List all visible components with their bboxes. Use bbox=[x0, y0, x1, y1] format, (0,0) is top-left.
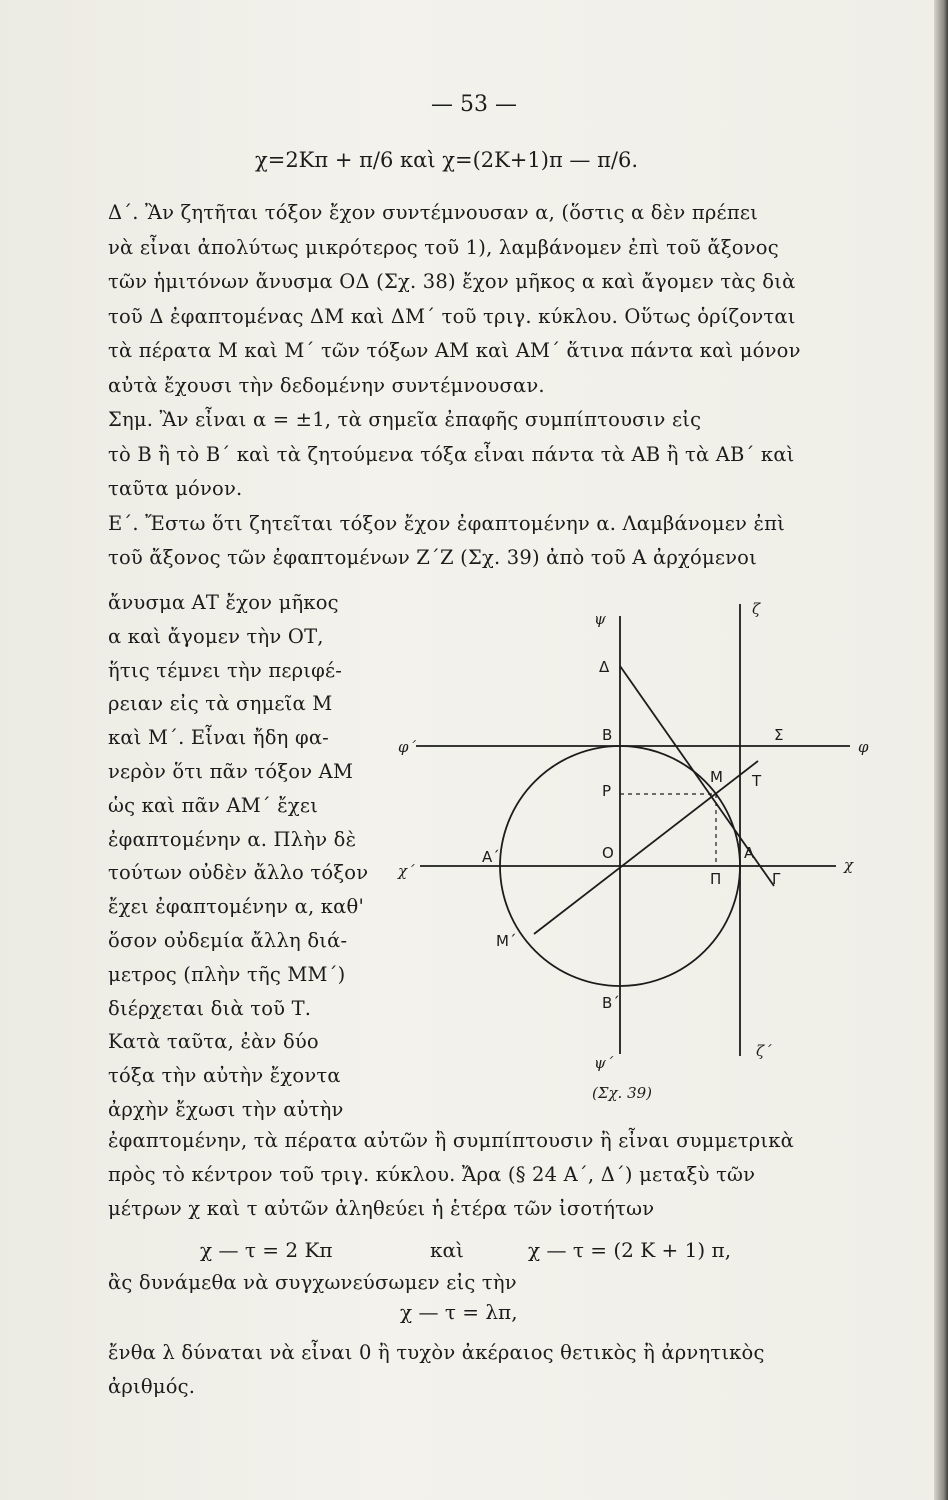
label-Pi: Π bbox=[710, 870, 722, 888]
equation-c: χ — τ = λπ, bbox=[400, 1300, 518, 1324]
side-text-line-10: ἔχει ἐφαπτομένην α, καθ' bbox=[108, 895, 365, 919]
side-text-line-7: ὡς καὶ πᾶν ΑΜ΄ ἔχει bbox=[108, 793, 319, 817]
label-zeta-prime: ζ΄ bbox=[756, 1042, 772, 1060]
label-T: Τ bbox=[752, 772, 762, 790]
text-line-7: Σημ. Ἂν εἶναι α = ±1, τὰ σημεῖα ἐπαφῆς συμπίπτουσιν εἰς bbox=[108, 408, 702, 431]
text-line-8: τὸ Β ἢ τὸ Β΄ καὶ τὰ ζητούμενα τόξα εἶναι πάντα τὰ ΑΒ ἢ τὰ ΑΒ΄ καὶ bbox=[108, 442, 795, 466]
label-delta: Δ bbox=[599, 658, 610, 676]
label-psi: ψ bbox=[594, 610, 606, 628]
equation-conjunction: καὶ bbox=[430, 1238, 464, 1262]
text-line-11: τοῦ ἄξονος τῶν ἐφαπτομένων Ζ΄Ζ (Σχ. 39) ἀπὸ τοῦ Α ἀρχόμενοι bbox=[108, 546, 757, 569]
side-text-line-12: μετρος (πλὴν τῆς ΜΜ΄) bbox=[108, 962, 346, 986]
text-line-4: τοῦ Δ ἐφαπτομένας ΔΜ καὶ ΔΜ΄ τοῦ τριγ. κύκλου. Οὕτως ὁρίζονται bbox=[108, 304, 796, 328]
label-sigma: Σ bbox=[774, 726, 784, 744]
label-B: Β bbox=[602, 726, 613, 744]
label-M: Μ bbox=[710, 768, 723, 786]
equation-b: χ — τ = (2 Κ + 1) π, bbox=[528, 1238, 732, 1262]
side-text-line-5: καὶ Μ΄. Εἶναι ἤδη φα- bbox=[108, 726, 329, 750]
side-text-line-11: ὅσον οὐδεμία ἄλλη διά- bbox=[108, 929, 348, 952]
final-line-1: ἔνθα λ δύναται νὰ εἶναι 0 ἢ τυχὸν ἀκέραιος θετικὸς ἢ ἀρνητικὸς bbox=[108, 1341, 765, 1364]
label-O: Ο bbox=[602, 844, 614, 862]
side-text-line-6: νερὸν ὅτι πᾶν τόξον ΑΜ bbox=[108, 760, 354, 783]
text-line-2: νὰ εἶναι ἀπολύτως μικρότερος τοῦ 1), λαμβάνομεν ἐπὶ τοῦ ἄξονος bbox=[108, 235, 779, 259]
top-formula: χ=2Κπ + π/6 καὶ χ=(2Κ+1)π — π/6. bbox=[255, 148, 639, 172]
label-P: Ρ bbox=[602, 782, 612, 800]
text-line-1: Δ΄. Ἂν ζητῆται τόξον ἔχον συντέμνουσαν α, (ὅστις α δὲν πρέπει bbox=[108, 201, 758, 224]
label-B-prime: Β΄ bbox=[602, 994, 620, 1012]
figure-39 bbox=[380, 586, 880, 1116]
side-text-line-14: Κατὰ ταῦτα, ἐὰν δύο bbox=[108, 1030, 319, 1054]
continuation-line-3: μέτρων χ καὶ τ αὐτῶν ἀληθεύει ἡ ἑτέρα τῶν ἰσοτήτων bbox=[108, 1197, 655, 1220]
combine-line: ἂς δυνάμεθα νὰ συγχωνεύσωμεν εἰς τὴν bbox=[108, 1271, 517, 1294]
page-edge-shadow bbox=[934, 0, 948, 1500]
text-line-9: ταῦτα μόνον. bbox=[108, 477, 243, 500]
continuation-line-2: πρὸς τὸ κέντρον τοῦ τριγ. κύκλου. Ἄρα (§ 24 Α΄, Δ΄) μεταξὺ τῶν bbox=[108, 1163, 756, 1186]
diameter-MM bbox=[534, 761, 758, 934]
text-line-3: τῶν ἡμιτόνων ἄνυσμα ΟΔ (Σχ. 38) ἔχον μῆκος α καὶ ἄγομεν τὰς διὰ bbox=[108, 270, 796, 293]
text-line-6: αὐτὰ ἔχουσι τὴν δεδομένην συντέμνουσαν. bbox=[108, 373, 545, 397]
text-line-5: τὰ πέρατα Μ καὶ Μ΄ τῶν τόξων ΑΜ καὶ ΑΜ΄ ἅτινα πάντα καὶ μόνον bbox=[108, 339, 801, 362]
figure-caption: (Σχ. 39) bbox=[592, 1084, 653, 1102]
label-phi-left: φ΄ bbox=[398, 738, 417, 756]
side-text-line-8: ἐφαπτομένην α. Πλὴν δὲ bbox=[108, 827, 357, 851]
side-text-line-1: ἄνυσμα ΑΤ ἔχον μῆκος bbox=[108, 591, 339, 614]
side-text-line-16: ἀρχὴν ἔχωσι τὴν αὐτὴν bbox=[108, 1098, 344, 1121]
side-text-line-4: ρειαν εἰς τὰ σημεῖα Μ bbox=[108, 692, 333, 716]
label-psi-prime: ψ΄ bbox=[594, 1054, 614, 1072]
page-number: — 53 — bbox=[431, 92, 517, 117]
side-text-line-15: τόξα τὴν αὐτὴν ἔχοντα bbox=[108, 1064, 341, 1088]
side-text-line-3: ἥτις τέμνει τὴν περιφέ- bbox=[108, 658, 343, 682]
text-line-10: Ε΄. Ἔστω ὅτι ζητεῖται τόξον ἔχον ἐφαπτομένην α. Λαμβάνομεν ἐπὶ bbox=[108, 511, 786, 535]
label-A: Α bbox=[744, 844, 755, 862]
side-text-line-9: τούτων οὐδὲν ἄλλο τόξον bbox=[108, 861, 369, 885]
equation-a: χ — τ = 2 Κπ bbox=[200, 1238, 333, 1262]
label-M-prime: Μ΄ bbox=[496, 932, 517, 950]
continuation-line-1: ἐφαπτομένην, τὰ πέρατα αὐτῶν ἢ συμπίπτουσιν ἢ εἶναι συμμετρικὰ bbox=[108, 1129, 794, 1152]
side-text-line-13: διέρχεται διὰ τοῦ Τ. bbox=[108, 996, 312, 1020]
label-A-prime: Α΄ bbox=[482, 848, 500, 866]
side-text-line-2: α καὶ ἄγομεν τὴν ΟΤ, bbox=[108, 624, 324, 648]
label-zeta: ζ bbox=[752, 600, 761, 618]
label-phi-right: φ bbox=[858, 738, 869, 756]
label-Gamma: Γ bbox=[772, 870, 781, 888]
final-line-2: ἀριθμός. bbox=[108, 1375, 196, 1398]
label-chi-left: χ΄ bbox=[398, 862, 415, 880]
label-chi-right: χ bbox=[844, 856, 854, 874]
